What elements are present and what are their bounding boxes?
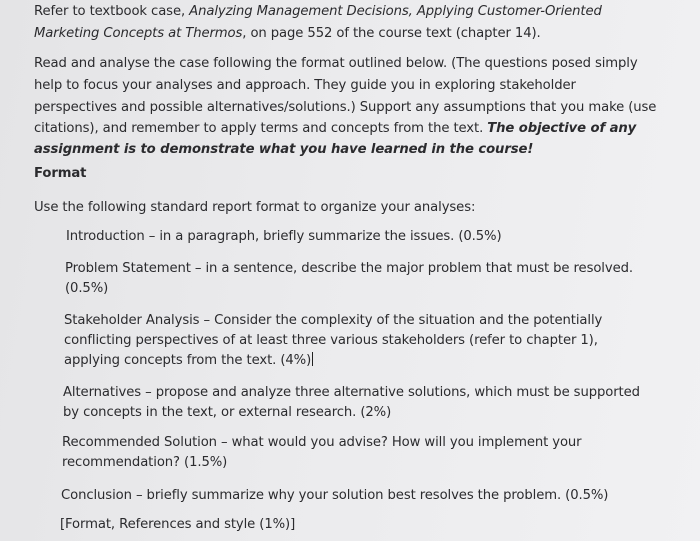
instructions-line-4 bbox=[34, 118, 636, 140]
intro-line-2 bbox=[34, 23, 541, 45]
intro-line-2-text: , on page 552 of the course text (chapter 14). bbox=[242, 26, 541, 41]
instructions-line-3: perspectives and possible alternatives/solutions.) Support any assumptions that you make (use bbox=[34, 100, 657, 115]
format-item-problem-statement-line-1: Problem Statement – in a sentence, describe the major problem that must be resolved. bbox=[65, 261, 633, 276]
format-item-conclusion: Conclusion – briefly summarize why your solution best resolves the problem. (0.5%) bbox=[61, 488, 609, 503]
format-heading: Format bbox=[34, 166, 87, 181]
format-item-stakeholder-analysis-line-3 bbox=[64, 350, 313, 371]
format-item-introduction: Introduction – in a paragraph, briefly summarize the issues. (0.5%) bbox=[66, 229, 502, 244]
case-title-part-2: Marketing Concepts at Thermos bbox=[34, 26, 243, 41]
format-item-alternatives-line-1: Alternatives – propose and analyze three alternative solutions, which must be supported bbox=[63, 385, 640, 400]
instructions-line-2: help to focus your analyses and approach. They guide you in exploring stakeholder bbox=[34, 78, 576, 93]
format-item-problem-statement-line-2: (0.5%) bbox=[65, 281, 109, 296]
format-item-alternatives-line-2: by concepts in the text, or external research. (2%) bbox=[63, 405, 392, 420]
format-item-stakeholder-analysis-line-1: Stakeholder Analysis – Consider the complexity of the situation and the potentially bbox=[64, 313, 603, 328]
instructions-line-1: Read and analyse the case following the format outlined below. (The questions posed simply bbox=[34, 56, 638, 71]
intro-line-1 bbox=[34, 1, 602, 23]
text-cursor bbox=[312, 352, 313, 366]
format-item-recommended-solution-line-1: Recommended Solution – what would you advise? How will you implement your bbox=[62, 435, 582, 450]
intro-line-1-text: Refer to textbook case, bbox=[34, 4, 190, 19]
format-item-format-references: [Format, References and style (1%)] bbox=[60, 517, 296, 532]
instructions-line-4-text: citations), and remember to apply terms and concepts from the text. bbox=[34, 121, 488, 136]
objective-statement-part-1: The objective of any bbox=[487, 121, 637, 136]
format-item-stakeholder-analysis-line-2: conflicting perspectives of at least three various stakeholders (refer to chapter 1), bbox=[64, 333, 598, 348]
format-item-recommended-solution-line-2: recommendation? (1.5%) bbox=[62, 455, 228, 470]
objective-statement-part-2: assignment is to demonstrate what you have learned in the course! bbox=[34, 142, 534, 157]
case-title-part-1: Analyzing Management Decisions, Applying Customer-Oriented bbox=[189, 4, 602, 19]
stakeholder-analysis-line-3-text: applying concepts from the text. (4%) bbox=[64, 353, 312, 368]
instructions-line-5 bbox=[34, 139, 533, 161]
format-intro: Use the following standard report format to organize your analyses: bbox=[34, 200, 476, 215]
